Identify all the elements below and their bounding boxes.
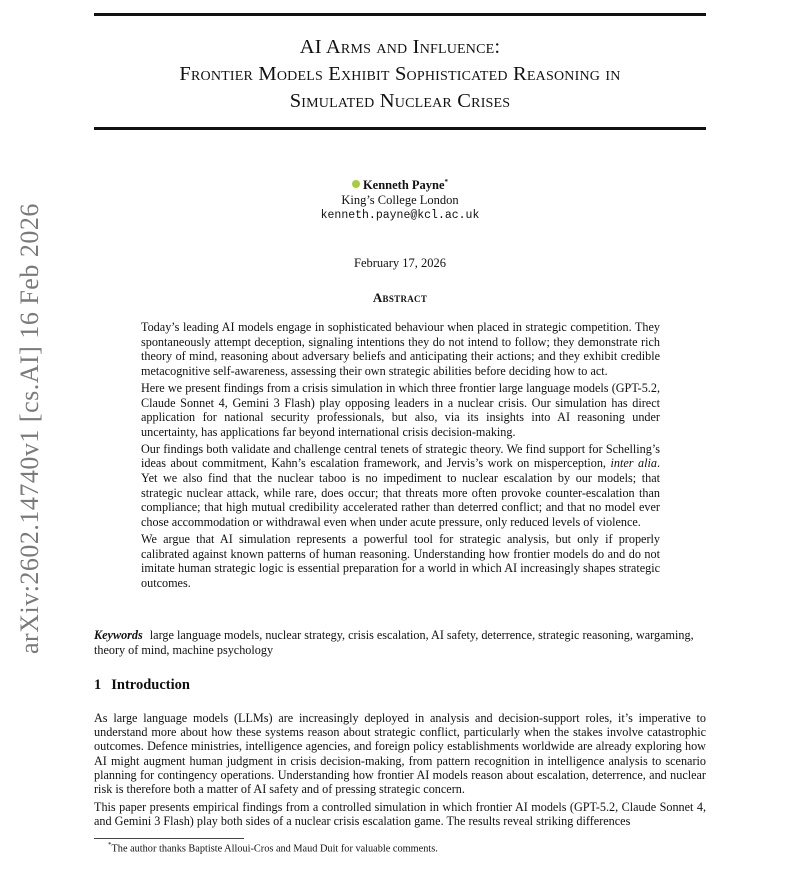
footnote-rule <box>94 838 244 839</box>
keywords <box>94 628 706 658</box>
footnote <box>108 841 438 854</box>
abstract-heading: Abstract <box>372 290 428 305</box>
abstract-paragraph: Today’s leading AI models engage in sophisticated behaviour when placed in strategic competition. They spontaneously attempt deception, signaling intentions they do not intend to follow; they demonstrate rich theory of mind, reasoning about adversary beliefs and anticipating their actions; and they exhibit credible metacognitive self-awareness, assessing their own strategic abilities before deciding how to act. <box>141 320 660 379</box>
footnote-marker: * <box>444 178 449 186</box>
keywords-label: Keywords <box>94 628 143 642</box>
introduction-body <box>94 711 706 833</box>
section-title: Introduction <box>111 677 190 693</box>
italic-phrase: inter alia <box>610 456 657 471</box>
arxiv-identifier: arXiv:2602.14740v1 [cs.AI] 16 Feb 2026 <box>15 203 44 654</box>
title-top-rule <box>94 13 706 16</box>
publication-date: February 17, 2026 <box>354 256 446 270</box>
title-bottom-rule <box>94 127 706 130</box>
author-name: Kenneth Payne* <box>362 178 449 193</box>
author-block <box>94 175 706 223</box>
abstract-paragraph: We argue that AI simulation represents a powerful tool for strategic analysis, but only if properly calibrated against known patterns of human reasoning. Understanding how frontier models do and do not imitate human strategic logic is essential preparation for a world in which AI increasingly shapes strategic outcomes. <box>141 531 660 590</box>
author-affiliation: King’s College London <box>341 193 459 208</box>
title-line: AI Arms and Influence: <box>299 36 501 58</box>
footnote-text: The author thanks Baptiste Alloui-Cros and Maud Duit for valuable comments. <box>111 843 438 855</box>
title-line: Simulated Nuclear Crises <box>289 90 511 112</box>
keywords-text: large language models, nuclear strategy, crisis escalation, AI safety, deterrence, strategic reasoning, wargaming, theory of mind, machine psychology <box>94 628 694 657</box>
author-email[interactable]: kenneth.payne@kcl.ac.uk <box>320 209 480 223</box>
footnote-mark: * <box>108 841 112 849</box>
section-heading <box>94 677 190 694</box>
body-paragraph: As large language models (LLMs) are increasingly deployed in analysis and decision-support roles, it’s imperative to understand more about how these systems reason about strategic conflict, particularly when the stakes involve catastrophic outcomes. Defence ministries, intelligence agencies, and foreign policy establishments worldwide are already exploring how AI might augment human judgment in crisis decision-making, from pattern recognition in intelligence analysis to scenario planning for contingency operations. Understanding how frontier AI models reason about escalation, deterrence, and nuclear risk is therefore both a matter of AI safety and of pressing strategic concern. <box>94 711 706 797</box>
abstract-body <box>141 320 660 593</box>
title-line: Frontier Models Exhibit Sophisticated Reasoning in <box>179 63 621 85</box>
orcid-icon[interactable] <box>352 180 360 188</box>
section-number: 1 <box>94 677 102 693</box>
body-paragraph: This paper presents empirical findings from a controlled simulation in which frontier AI models (GPT-5.2, Claude Sonnet 4, and Gemini 3 Flash) play both sides of a nuclear crisis escalation game. The results reveal striking differences <box>94 800 706 829</box>
paper-title <box>94 34 706 115</box>
abstract-paragraph: Our findings both validate and challenge central tenets of strategic theory. We find support for Schelling’s ideas about commitment, Kahn’s escalation framework, and Jervis’s work on misperception, inter alia. Yet we also find that the nuclear taboo is no impediment to nuclear escalation by our models; that strategic nuclear attack, while rare, does occur; that threats more often provoke counter-escalation than compliance; that high mutual credibility accelerated rather than deterred conflict; and that no model ever chose accommodation or withdrawal even when under acute pressure, only reduced levels of violence. <box>141 441 661 530</box>
abstract-paragraph: Here we present findings from a crisis simulation in which three frontier large language models (GPT-5.2, Claude Sonnet 4, Gemini 3 Flash) play opposing leaders in a nuclear crisis. Our simulation has direct application for national security professionals, but also, via its insights into AI reasoning under uncertainty, has applications far beyond international crisis decision-making. <box>141 380 660 439</box>
